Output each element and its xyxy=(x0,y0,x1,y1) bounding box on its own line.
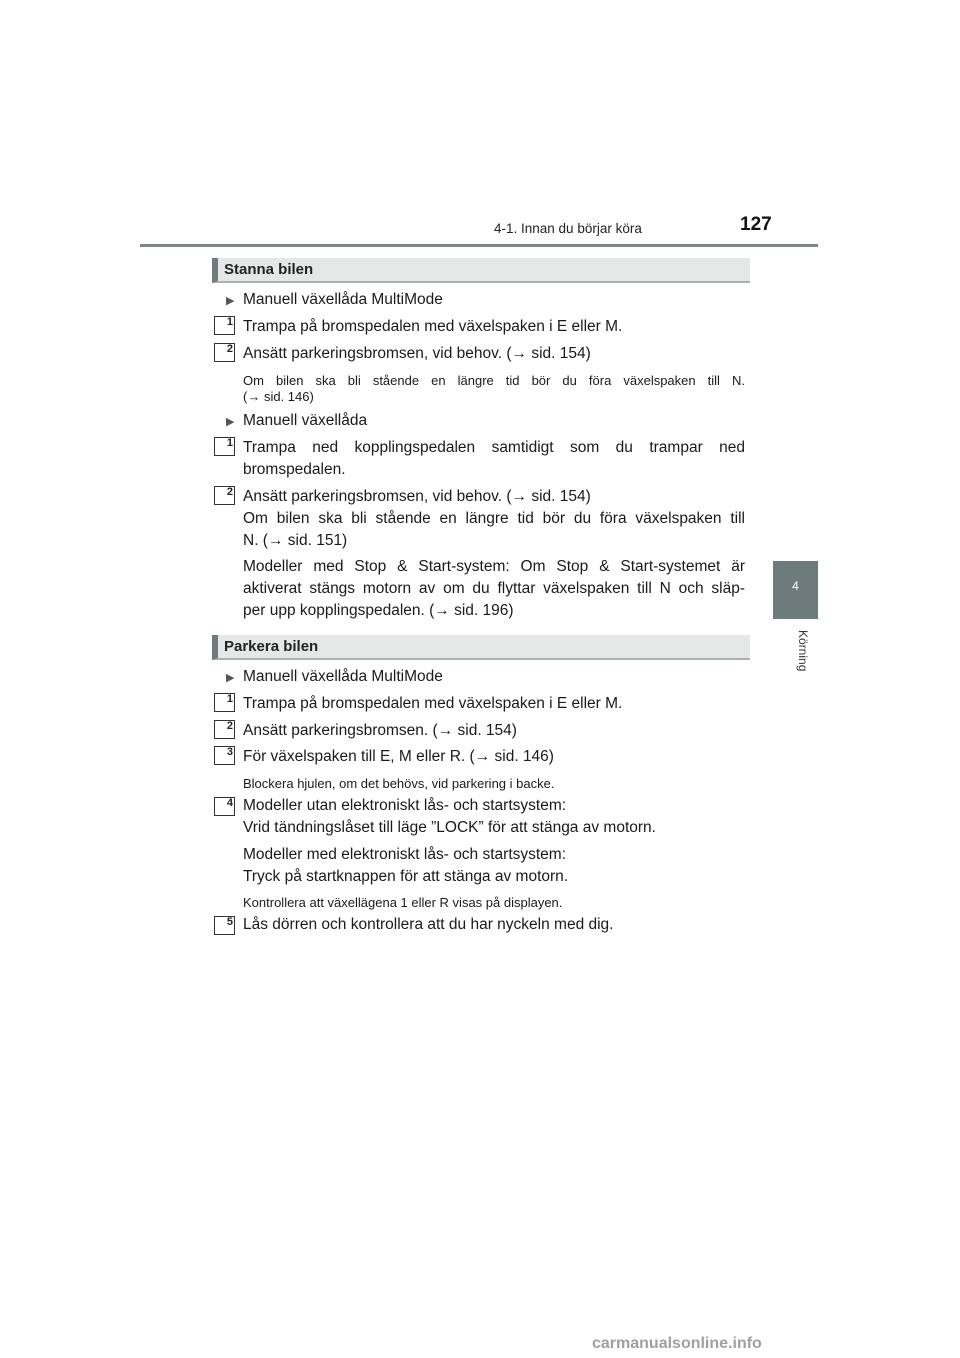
step-text: Trampa på bromspedalen med växelspaken i E eller M. xyxy=(243,695,623,712)
step-text: aktiverat stängs motorn av om du flyttar växelspaken till N och släp- xyxy=(243,580,745,597)
note-text: Om bilen ska bli stående en längre tid bör du föra växelspaken till N. xyxy=(243,373,745,388)
note-text: Kontrollera att växellägena 1 eller R visas på displayen. xyxy=(243,895,563,910)
step-text: N. (→ sid. 151) xyxy=(243,532,348,549)
step-number-badge: 2 xyxy=(214,486,235,505)
header-divider xyxy=(140,244,818,247)
step-text: Modeller utan elektroniskt lås- och startsystem: xyxy=(243,797,567,814)
subheading-multimode: Manuell växellåda MultiMode xyxy=(243,291,443,308)
chapter-side-tab: 4 xyxy=(773,561,818,619)
subheading-manual: Manuell växellåda xyxy=(243,412,368,429)
triangle-bullet-icon: ▶ xyxy=(226,416,235,428)
step-text: Modeller med elektroniskt lås- och startsystem: xyxy=(243,846,567,863)
note-text: Blockera hjulen, om det behövs, vid parkering i backe. xyxy=(243,776,555,791)
step-number-badge: 2 xyxy=(214,720,235,739)
chapter-title: 4-1. Innan du börjar köra xyxy=(494,221,642,236)
step-number-badge: 3 xyxy=(214,746,235,765)
note-text: (→ sid. 146) xyxy=(243,389,314,404)
step-text: Trampa ned kopplingspedalen samtidigt som du trampar ned xyxy=(243,439,745,456)
step-text: Ansätt parkeringsbromsen. (→ sid. 154) xyxy=(243,722,517,739)
section-title-stop: Stanna bilen xyxy=(212,258,750,283)
step-text: per upp kopplingspedalen. (→ sid. 196) xyxy=(243,602,514,619)
step-text: Modeller med Stop & Start-system: Om Stop & Start-systemet är xyxy=(243,558,745,575)
step-number-badge: 5 xyxy=(214,916,235,935)
page-number: 127 xyxy=(740,214,772,235)
step-number-badge: 1 xyxy=(214,316,235,335)
step-text: Trampa på bromspedalen med växelspaken i E eller M. xyxy=(243,318,623,335)
triangle-bullet-icon: ▶ xyxy=(226,295,235,307)
step-text: bromspedalen. xyxy=(243,461,346,478)
step-text: Tryck på startknappen för att stänga av motorn. xyxy=(243,868,569,885)
step-text: Om bilen ska bli stående en längre tid bör du föra växelspaken till xyxy=(243,510,745,527)
watermark-text: carmanualsonline.info xyxy=(592,1335,762,1352)
step-number-badge: 2 xyxy=(214,343,235,362)
subheading-multimode: Manuell växellåda MultiMode xyxy=(243,668,443,685)
step-number-badge: 4 xyxy=(214,797,235,816)
step-text: Vrid tändningslåset till läge ”LOCK” för att stänga av motorn. xyxy=(243,819,656,836)
step-text: Ansätt parkeringsbromsen, vid behov. (→ sid. 154) xyxy=(243,345,591,362)
step-text: Lås dörren och kontrollera att du har nyckeln med dig. xyxy=(243,916,614,933)
step-text: Ansätt parkeringsbromsen, vid behov. (→ sid. 154) xyxy=(243,488,591,505)
triangle-bullet-icon: ▶ xyxy=(226,672,235,684)
step-number-badge: 1 xyxy=(214,693,235,712)
chapter-side-label: Körning xyxy=(796,630,810,672)
step-number-badge: 1 xyxy=(214,437,235,456)
section-title-park: Parkera bilen xyxy=(212,635,750,660)
step-text: För växelspaken till E, M eller R. (→ sid. 146) xyxy=(243,748,554,765)
